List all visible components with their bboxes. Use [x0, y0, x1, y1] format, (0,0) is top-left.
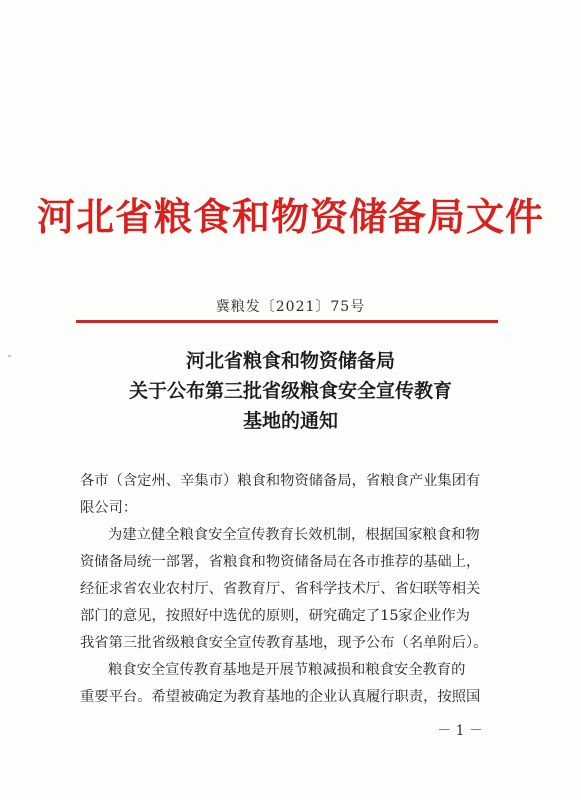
- addressee-line-1: 各市（含定州、辛集市）粮食和物资储备局，省粮食产业集团有: [80, 473, 481, 489]
- addressee-line-2: 限公司：: [80, 500, 138, 516]
- scan-speck: [8, 355, 11, 357]
- paragraph-1-line-4: 部门的意见，按照好中选优的原则，研究确定了15家企业作为: [80, 608, 470, 624]
- red-divider-line: [76, 320, 498, 323]
- paragraph-1-line-2: 资储备局统一部署，省粮食和物资储备局在各市推荐的基础上，: [80, 554, 481, 570]
- paragraph-1-line-3: 经征求省农业农村厅、省教育厅、省科学技术厅、省妇联等相关: [80, 581, 481, 597]
- paragraph-1-line-5: 我省第三批省级粮食安全宣传教育基地，现予公布（名单附后）。: [80, 635, 488, 651]
- document-header-title: 河北省粮食和物资储备局文件: [36, 195, 544, 239]
- notice-title-line-2: 关于公布第三批省级粮食安全宣传教育: [128, 380, 452, 402]
- page-number: － 1 －: [437, 723, 483, 739]
- notice-title: [0, 346, 581, 436]
- notice-title-line-1: 河北省粮食和物资储备局: [185, 350, 395, 372]
- document-number: 冀粮发〔2021〕75号: [215, 299, 366, 315]
- notice-title-line-3: 基地的通知: [242, 410, 338, 432]
- notice-body: [80, 468, 510, 711]
- paragraph-1-line-1: 为建立健全粮食安全宣传教育长效机制，根据国家粮食和物: [108, 527, 480, 543]
- paragraph-2-line-2: 重要平台。希望被确定为教育基地的企业认真履行职责，按照国: [80, 689, 481, 705]
- paragraph-2-line-1: 粮食安全宣传教育基地是开展节粮减损和粮食安全教育的: [108, 662, 466, 678]
